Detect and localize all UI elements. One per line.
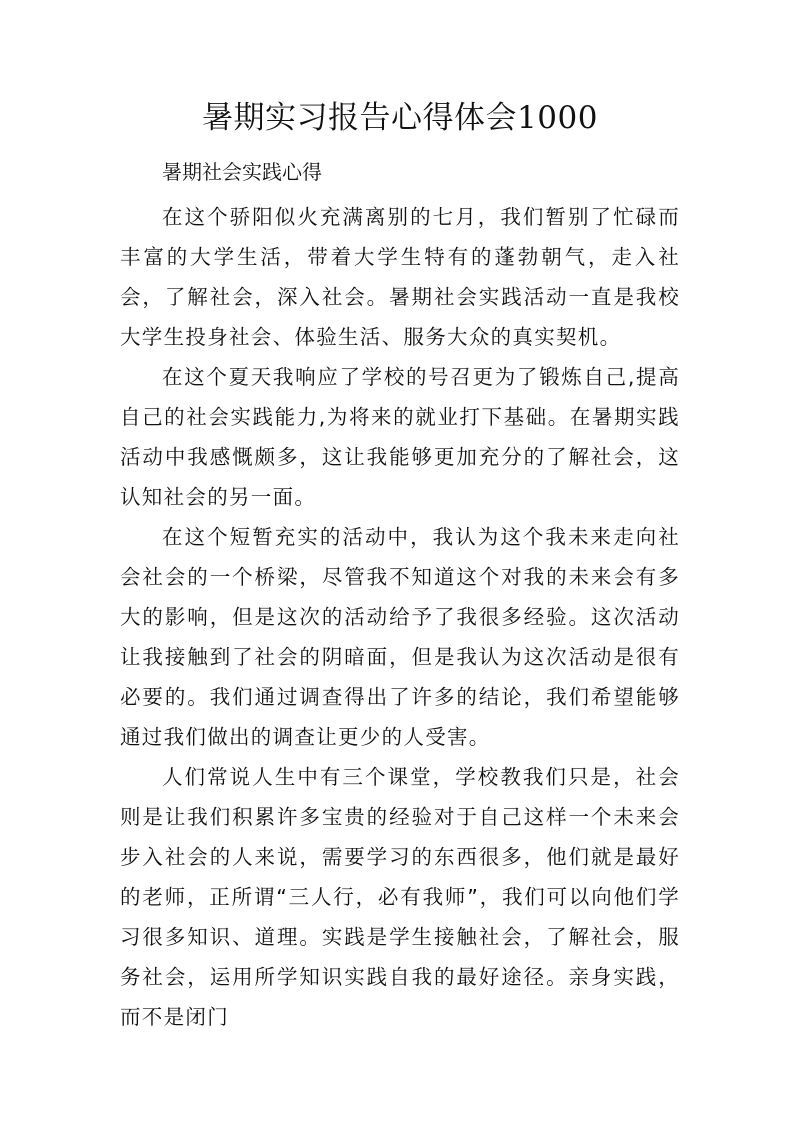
- paragraph-1: 在这个骄阳似火充满离别的七月，我们暂别了忙碌而丰富的大学生活，带着大学生特有的蓬勃朝气，走入社会，了解社会，深入社会。暑期社会实践活动一直是我校大学生投身社会、体验生活、服务大众的真实契机。: [120, 205, 680, 349]
- paragraph-2: 在这个夏天我响应了学校的号召更为了锻炼自己,提高自己的社会实践能力,为将来的就业打下基础。在暑期实践活动中我感慨颇多，这让我能够更加充分的了解社会，这认知社会的另一面。: [120, 365, 680, 509]
- paragraph-4: 人们常说人生中有三个课堂，学校教我们只是，社会则是让我们积累许多宝贵的经验对于自己这样一个未来会步入社会的人来说，需要学习的东西很多，他们就是最好的老师，正所谓“三人行，必有我师”，我们可以向他们学习很多知识、道理。实践是学生接触社会，了解社会，服务社会，运用所学知识实践自我的最好途径。亲身实践，而不是闭门: [120, 765, 680, 1029]
- document-body: [120, 197, 680, 1037]
- paragraph-3: 在这个短暂充实的活动中，我认为这个我未来走向社会社会的一个桥梁，尽管我不知道这个对我的未来会有多大的影响，但是这次的活动给予了我很多经验。这次活动让我接触到了社会的阴暗面，但是我认为这次活动是很有必要的。我们通过调查得出了许多的结论，我们希望能够通过我们做出的调查让更少的人受害。: [120, 525, 680, 749]
- document-title: 暑期实习报告心得体会1000: [202, 100, 598, 136]
- document-subtitle: 暑期社会实践心得: [162, 160, 322, 184]
